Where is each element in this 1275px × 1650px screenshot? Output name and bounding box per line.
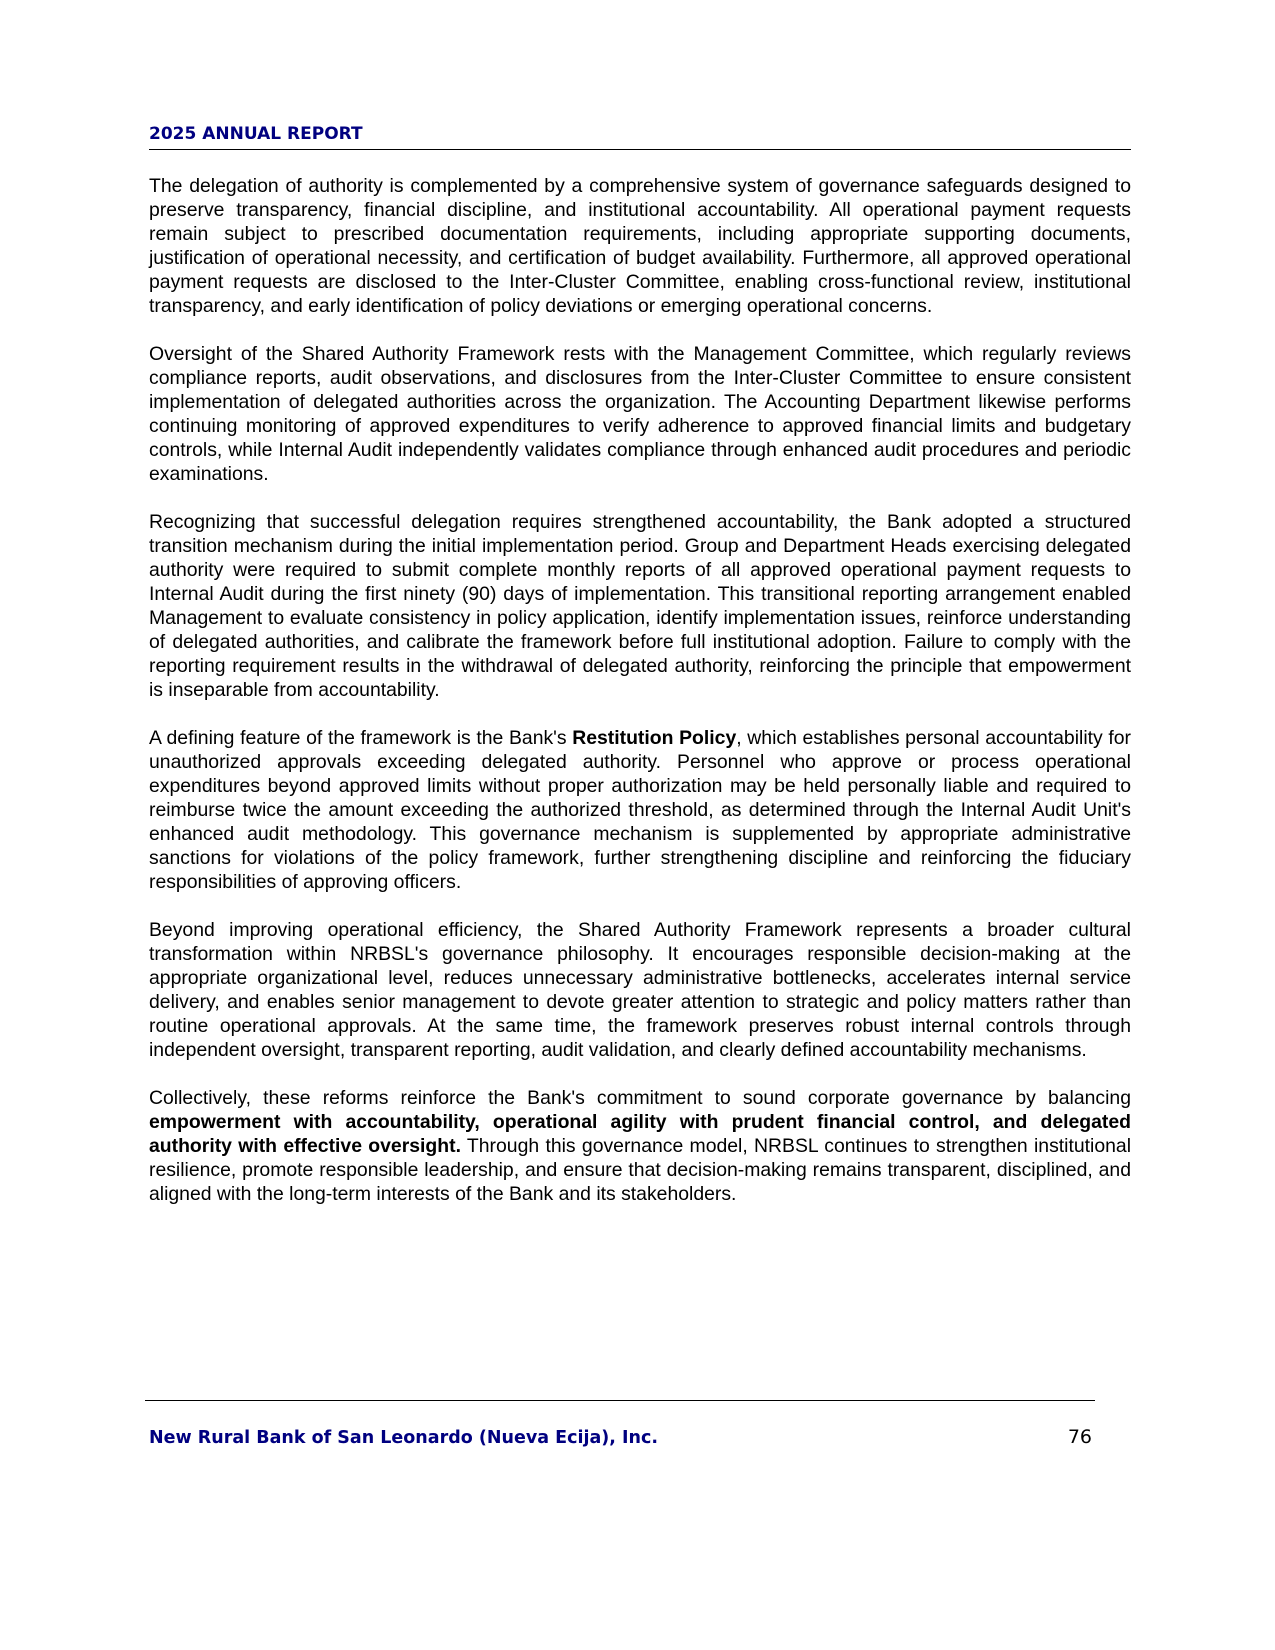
paragraph-cultural-transformation: Beyond improving operational efficiency, the Shared Authority Framework represents a broader cultural transformation within NRBSL's governance philosophy. It encourages responsible decision-making at the appropriate organizational level, reduces unnecessary administrative bottlenecks, accelerates internal service delivery, and enables senior management to devote greater attention to strategic and policy matters rather than routine operational approvals. At the same time, the framework preserves robust internal controls through independent oversight, transparent reporting, audit validation, and clearly defined accountability mechanisms. [149, 919, 1131, 1061]
document-body [149, 174, 1131, 1206]
paragraph-restitution-policy [149, 726, 1131, 894]
page-number: 76 [1067, 1426, 1092, 1448]
restitution-policy-term: Restitution Policy [572, 727, 737, 749]
conclusion-text-end: Through this governance model, NRBSL continues to strengthen institutional resilience, promote responsible leadership, and ensure that decision-making remains transparent, disciplined, and aligned with the long-term interests of the Bank and its stakeholders. [149, 1135, 1131, 1205]
report-title: 2025 ANNUAL REPORT [149, 124, 363, 144]
conclusion-emphasis: empowerment with accountability, operational agility with prudent financial control, and delegated authority with effective oversight. [149, 1111, 1131, 1157]
footer-divider [145, 1400, 1095, 1401]
restitution-text-end: , which establishes personal accountability for unauthorized approvals exceeding delegated authority. Personnel who approve or process operational expenditures beyond approved limits without proper authorization may be held personally liable and required to reimburse twice the amount exceeding the authorized threshold, as determined through the Internal Audit Unit's enhanced audit methodology. This governance mechanism is supplemented by appropriate administrative sanctions for violations of the policy framework, further strengthening discipline and reinforcing the fiduciary responsibilities of approving officers. [149, 727, 1131, 893]
restitution-text-start: A defining feature of the framework is the Bank's [149, 727, 573, 749]
paragraph-transition-mechanism: Recognizing that successful delegation requires strengthened accountability, the Bank adopted a structured transition mechanism during the initial implementation period. Group and Department Heads exercising delegated authority were required to submit complete monthly reports of all approved operational payment requests to Internal Audit during the first ninety (90) days of implementation. This transitional reporting arrangement enabled Management to evaluate consistency in policy application, identify implementation issues, reinforce understanding of delegated authorities, and calibrate the framework before full institutional adoption. Failure to comply with the reporting requirement results in the withdrawal of delegated authority, reinforcing the principle that empowerment is inseparable from accountability. [149, 511, 1131, 701]
paragraph-oversight: Oversight of the Shared Authority Framework rests with the Management Committee, which regularly reviews compliance reports, audit observations, and disclosures from the Inter-Cluster Committee to ensure consistent implementation of delegated authorities across the organization. The Accounting Department likewise performs continuing monitoring of approved expenditures to verify adherence to approved financial limits and budgetary controls, while Internal Audit independently validates compliance through enhanced audit procedures and periodic examinations. [149, 343, 1131, 485]
paragraph-governance-safeguards: The delegation of authority is complemented by a comprehensive system of governance safeguards designed to preserve transparency, financial discipline, and institutional accountability. All operational payment requests remain subject to prescribed documentation requirements, including appropriate supporting documents, justification of operational necessity, and certification of budget availability. Furthermore, all approved operational payment requests are disclosed to the Inter-Cluster Committee, enabling cross-functional review, institutional transparency, and early identification of policy deviations or emerging operational concerns. [149, 175, 1131, 317]
paragraph-conclusion [149, 1086, 1131, 1206]
footer-organization: New Rural Bank of San Leonardo (Nueva Ecija), Inc. [149, 1428, 658, 1448]
page-header [149, 124, 1131, 150]
conclusion-text-start: Collectively, these reforms reinforce the Bank's commitment to sound corporate governance by balancing [149, 1087, 1131, 1109]
